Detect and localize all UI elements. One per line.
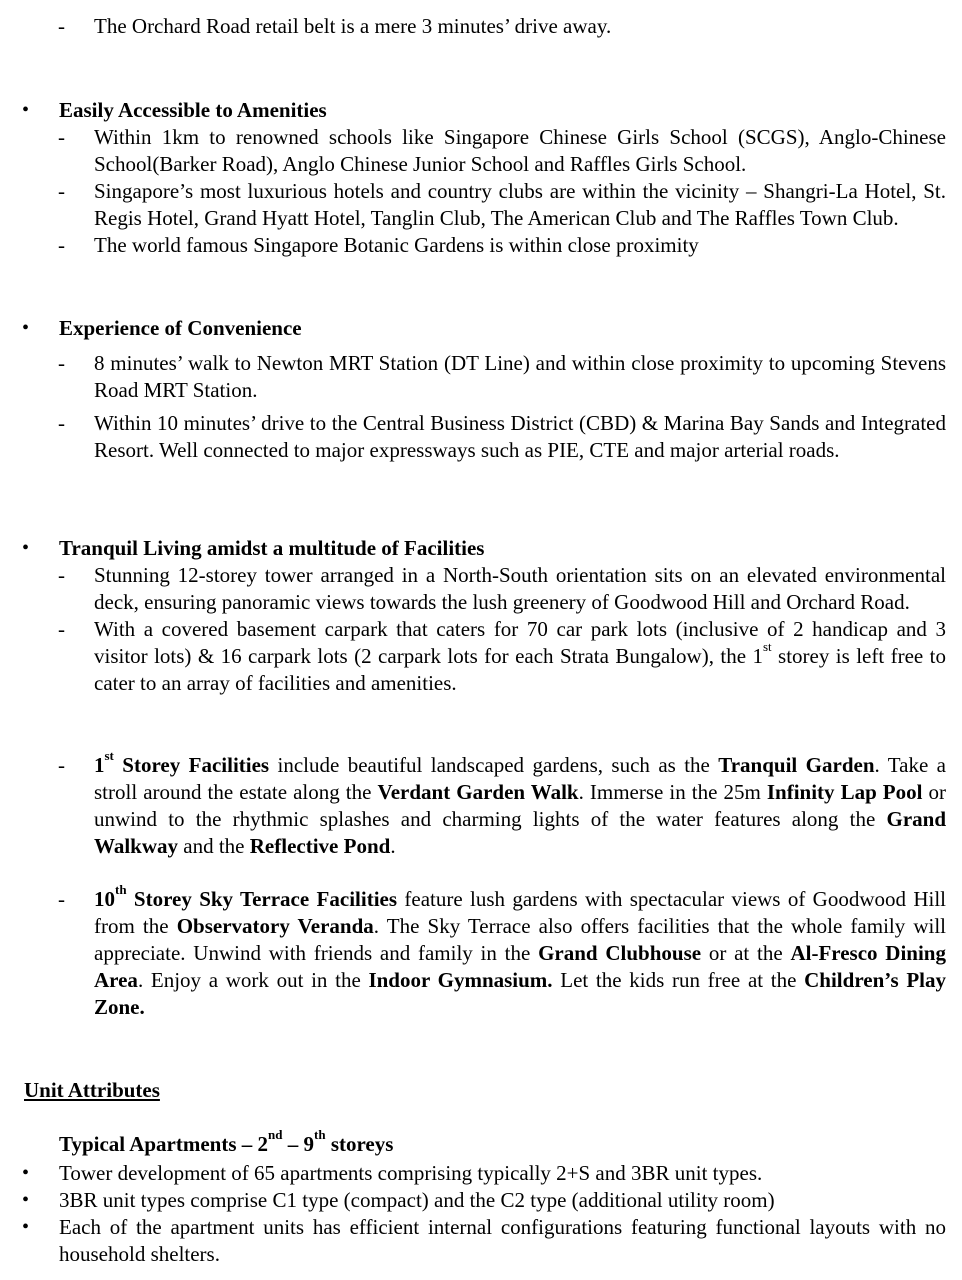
item-text: Tower development of 65 apartments comprising typically 2+S and 3BR unit types. xyxy=(59,1161,763,1185)
heading-text: Easily Accessible to Amenities xyxy=(59,98,327,122)
list-item xyxy=(0,616,962,697)
list-item xyxy=(0,232,962,259)
list-item xyxy=(0,562,962,616)
section-facilities xyxy=(0,535,962,697)
section-convenience xyxy=(0,315,962,464)
bullet-marker: • xyxy=(22,1162,30,1184)
item-text: Stunning 12-storey tower arranged in a North-South orientation sits on an elevated environmental deck, ensuring panoramic views towards the lush greenery of Goodwood Hill and Orchard Road. xyxy=(94,563,946,614)
item-text: 3BR unit types comprise C1 type (compact) and the C2 type (additional utility room) xyxy=(59,1188,775,1212)
dash-marker: - xyxy=(58,753,65,777)
list-item xyxy=(0,1187,962,1214)
bullet-marker: • xyxy=(22,99,30,121)
item-text: 8 minutes’ walk to Newton MRT Station (DT Line) and within close proximity to upcoming Stevens Road MRT Station. xyxy=(94,351,946,402)
section-amenities xyxy=(0,97,962,259)
dash-marker: - xyxy=(58,233,65,257)
item-text: The world famous Singapore Botanic Gardens is within close proximity xyxy=(94,233,699,257)
list-item xyxy=(0,13,962,40)
dash-marker: - xyxy=(58,563,65,587)
dash-marker: - xyxy=(58,411,65,435)
unit-attributes-heading: Unit Attributes xyxy=(24,1078,160,1102)
list-item xyxy=(0,124,962,178)
section-heading xyxy=(0,97,962,124)
list-item xyxy=(0,1160,962,1187)
dash-marker: - xyxy=(58,887,65,911)
item-text: Within 1km to renowned schools like Singapore Chinese Girls School (SCGS), Anglo-Chinese School(Barker Road), Anglo Chinese Junior School and Raffles Girls School. xyxy=(94,125,946,176)
list-item xyxy=(0,350,962,404)
section-heading xyxy=(0,315,962,342)
bullet-marker: • xyxy=(22,537,30,559)
dash-marker: - xyxy=(58,125,65,149)
paragraph-text: 1st Storey Facilities include beautiful landscaped gardens, such as the Tranquil Garden. Take a stroll around the estate along the Verdant Garden Walk. Immerse in the 25m Infinity Lap Pool or unwind to the rhythmic splashes and charming lights of the water features along the Grand Walkway and the Reflective Pond. xyxy=(94,748,946,858)
item-text: Within 10 minutes’ drive to the Central Business District (CBD) & Marina Bay Sands and Integrated Resort. Well connected to major expressways such as PIE, CTE and major arterial roads. xyxy=(94,411,946,462)
typical-apartments-title: Typical Apartments – 2nd – 9th storeys xyxy=(59,1127,394,1156)
section-heading xyxy=(0,535,962,562)
list-item xyxy=(0,1214,962,1268)
item-text: Singapore’s most luxurious hotels and country clubs are within the vicinity – Shangri-La Hotel, St. Regis Hotel, Grand Hyatt Hotel, Tanglin Club, The American Club and The Raffles Town Club. xyxy=(94,179,946,230)
item-text: The Orchard Road retail belt is a mere 3 minutes’ drive away. xyxy=(94,14,612,38)
item-text: With a covered basement carpark that caters for 70 car park lots (inclusive of 2 handicap and 3 visitor lots) & 16 carpark lots (2 carpark lots for each Strata Bungalow), the 1st storey is left free to cater to an array of facilities and amenities. xyxy=(94,617,946,695)
bullet-marker: • xyxy=(22,1189,30,1211)
list-item xyxy=(0,178,962,232)
item-text: Each of the apartment units has efficient internal configurations featuring functional layouts with no household shelters. xyxy=(59,1215,946,1266)
paragraph-text: 10th Storey Sky Terrace Facilities feature lush gardens with spectacular views of Goodwood Hill from the Observatory Veranda. The Sky Terrace also offers facilities that the whole family will appreciate. Unwind with friends and family in the Grand Clubhouse or at the Al-Fresco Dining Area. Enjoy a work out in the Indoor Gymnasium. Let the kids run free at the Children’s Play Zone. xyxy=(94,882,947,1019)
dash-marker: - xyxy=(58,617,65,641)
bullet-marker: • xyxy=(22,1216,30,1238)
tenth-storey-facilities xyxy=(0,882,962,1021)
bullet-marker: • xyxy=(22,317,30,339)
dash-marker: - xyxy=(58,351,65,375)
unit-attributes-list xyxy=(0,1160,962,1268)
heading-text: Tranquil Living amidst a multitude of Facilities xyxy=(59,536,485,560)
first-storey-facilities xyxy=(0,748,962,860)
heading-text: Experience of Convenience xyxy=(59,316,302,340)
dash-marker: - xyxy=(58,14,65,38)
list-item xyxy=(0,410,962,464)
dash-marker: - xyxy=(58,179,65,203)
